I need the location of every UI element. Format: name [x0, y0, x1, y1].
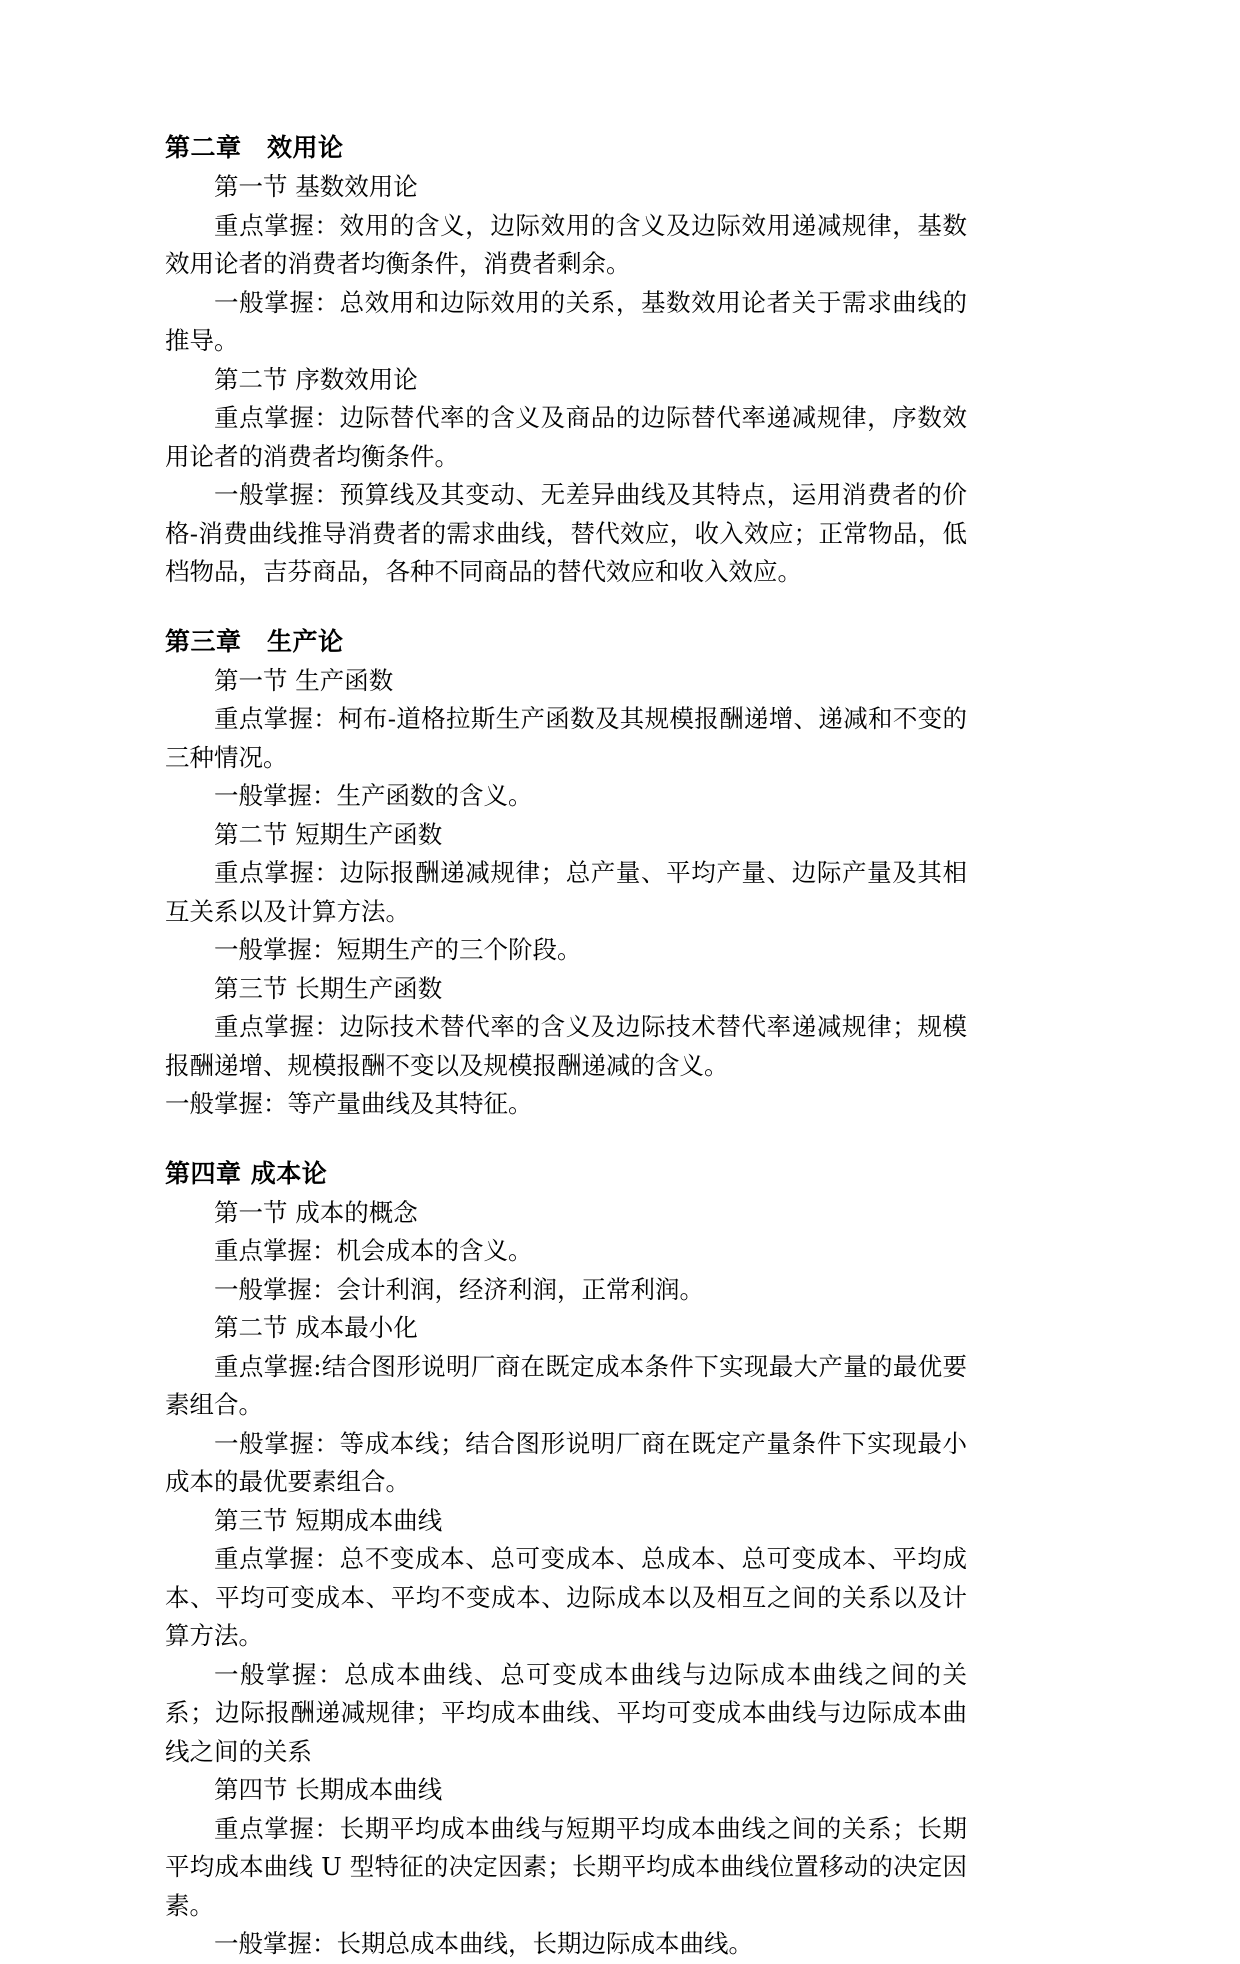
- chapter-title: 第二章 效用论: [165, 133, 344, 162]
- section-heading: 第三节 短期成本曲线: [214, 1505, 443, 1535]
- body-paragraph: 一般掌握：长期总成本曲线，长期边际成本曲线。: [214, 1929, 753, 1958]
- section-heading: 第一节 生产函数: [214, 665, 394, 695]
- section-heading: 第三节 长期生产函数: [214, 973, 443, 1003]
- body-paragraph: 一般掌握：短期生产的三个阶段。: [214, 935, 582, 964]
- body-paragraph: 一般掌握：等成本线；结合图形说明厂商在既定产量条件下实现最小成本的最优要素组合。: [165, 1428, 967, 1496]
- document-content: [165, 128, 967, 1964]
- section-heading: 第二节 成本最小化: [214, 1313, 418, 1342]
- section-heading: 第四节 长期成本曲线: [214, 1775, 443, 1804]
- section-heading: 第一节 成本的概念: [214, 1197, 418, 1227]
- body-paragraph: 一般掌握：总效用和边际效用的关系，基数效用论者关于需求曲线的推导。: [165, 287, 967, 355]
- body-paragraph: 重点掌握：效用的含义，边际效用的含义及边际效用递减规律，基数效用论者的消费者均衡条件，消费者剩余。: [165, 210, 967, 278]
- body-paragraph: 一般掌握：总成本曲线、总可变成本曲线与边际成本曲线之间的关系；边际报酬递减规律；平均成本曲线、平均可变成本曲线与边际成本曲线之间的关系: [165, 1659, 967, 1766]
- chapter-block: [165, 1154, 967, 1964]
- body-paragraph: 重点掌握：边际报酬递减规律；总产量、平均产量、边际产量及其相互关系以及计算方法。: [165, 858, 967, 926]
- body-paragraph: 重点掌握：边际技术替代率的含义及边际技术替代率递减规律；规模报酬递增、规模报酬不变以及规模报酬递减的含义。: [165, 1012, 967, 1080]
- body-paragraph: 重点掌握：总不变成本、总可变成本、总成本、总可变成本、平均成本、平均可变成本、平均不变成本、边际成本以及相互之间的关系以及计算方法。: [165, 1544, 967, 1650]
- body-paragraph: 重点掌握：机会成本的含义。: [214, 1236, 533, 1265]
- body-paragraph: 重点掌握:结合图形说明厂商在既定成本条件下实现最大产量的最优要素组合。: [165, 1351, 967, 1419]
- chapter-title: 第四章 成本论: [165, 1158, 328, 1188]
- body-paragraph: 一般掌握：等产量曲线及其特征。: [165, 1089, 533, 1118]
- body-paragraph: 一般掌握：生产函数的含义。: [214, 781, 533, 810]
- body-paragraph: 一般掌握：会计利润，经济利润，正常利润。: [214, 1274, 704, 1304]
- body-paragraph: 重点掌握：边际替代率的含义及商品的边际替代率递减规律，序数效用论者的消费者均衡条件。: [165, 403, 967, 471]
- chapter-block: [165, 622, 967, 1124]
- body-paragraph: 重点掌握：长期平均成本曲线与短期平均成本曲线之间的关系；长期平均成本曲线 U 型特征的决定因素；长期平均成本曲线位置移动的决定因素。: [165, 1813, 967, 1920]
- chapter-block: [165, 128, 967, 592]
- section-heading: 第一节 基数效用论: [214, 172, 418, 201]
- section-heading: 第二节 序数效用论: [214, 364, 418, 394]
- body-paragraph: 一般掌握：预算线及其变动、无差异曲线及其特点，运用消费者的价格-消费曲线推导消费者的需求曲线，替代效应，收入效应；正常物品，低档物品，吉芬商品，各种不同商品的替代效应和收入效应。: [165, 480, 967, 586]
- body-paragraph: 重点掌握：柯布-道格拉斯生产函数及其规模报酬递增、递减和不变的三种情况。: [165, 704, 967, 772]
- chapter-title: 第三章 生产论: [165, 626, 344, 656]
- section-heading: 第二节 短期生产函数: [214, 819, 443, 849]
